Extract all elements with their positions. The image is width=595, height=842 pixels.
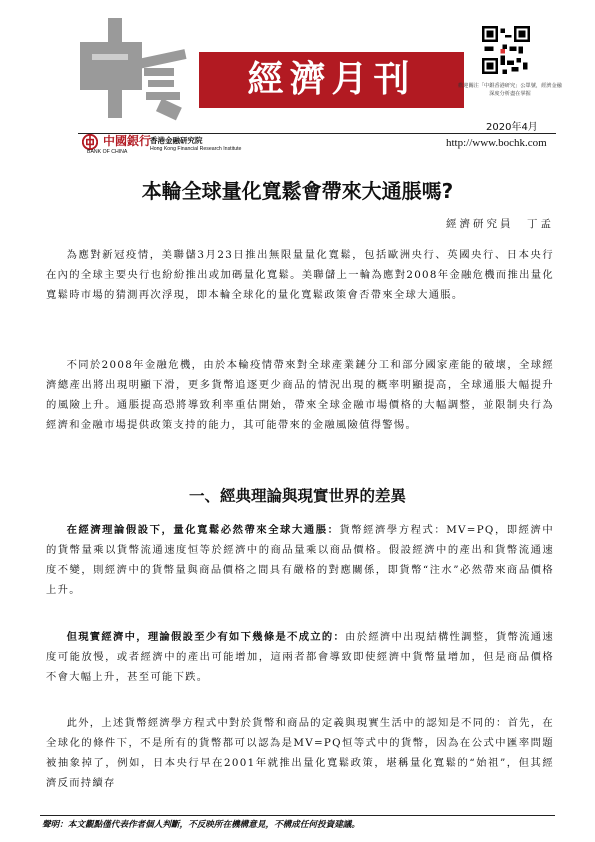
qr-code-icon (482, 26, 530, 74)
paragraph-risk: 不同於2008年金融危機，由於本輪疫情帶來對全球產業鏈分工和部分國家產能的破壞，全球經濟總產出將出現明顯下滑，更多貨幣追逐更少商品的情況出現的概率明顯提高，全球通脹大幅提升的風險上升。通脹提高恐將導致利率重估開始，帶來全球金融市場價格的大幅調整，並限制央行為經濟和金融市場提供政策支持的能力，其可能帶來的金融風險值得警惕。 (46, 359, 554, 431)
paragraph-reality: 但現實經濟中，理論假設至少有如下幾條是不成立的：由於經濟中出現結構性調整，貨幣流通速度可能放慢，或者經濟中的產出可能增加，這兩者都會導致即使經濟中貨幣量增加，但是商品價格不會大幅上升，甚至可能下跌。 (46, 631, 554, 683)
bank-name-cn: 中國銀行 (103, 134, 152, 148)
paragraph-definitions: 此外，上述貨幣經濟學方程式中對於貨幣和商品的定義與現實生活中的認知是不同的：首先，在全球化的條件下，不是所有的貨幣都可以認為是MV=PQ恒等式中的貨幣，因為在公式中匯率問題被抽象掉了，例如，日本央行早在2001年就推出量化寬鬆政策，堪稱量化寬鬆的“始祖”，但其經濟反而持續存 (46, 717, 554, 789)
calligraphy-logo (78, 14, 190, 126)
publication-title: 經濟月刊 (247, 59, 416, 100)
paragraph-lead: 在經濟理論假設下，量化寬鬆必然帶來全球大通脹： (66, 524, 340, 536)
paragraph-intro: 為應對新冠疫情，美聯儲3月23日推出無限量量化寬鬆，包括歐洲央行、英國央行、日本央行在內的全球主要央行也紛紛推出或加碼量化寬鬆。美聯儲上一輪為應對2008年金融危機而推出量化寬鬆時市場的猜測再次浮現，即本輪全球化的量化寬鬆政策會否帶來全球大通脹。 (46, 249, 554, 301)
bank-of-china-logo-icon (82, 134, 98, 150)
institute-name-cn: 香港金融研究院 (150, 136, 203, 145)
issue-date: 2020年4月 (486, 122, 538, 133)
qr-caption: 歡迎關注「中銀香港研究」公眾號，經濟金融深度分析盡在掌握 (458, 83, 562, 97)
footer-divider (40, 815, 555, 816)
paragraph-lead: 但現實經濟中，理論假設至少有如下幾條是不成立的： (66, 631, 346, 643)
author-byline: 經濟研究員 丁孟 (446, 218, 554, 230)
disclaimer: 聲明：本文觀點僅代表作者個人判斷，不反映所在機構意見，不構成任何投資建議。 (42, 820, 360, 830)
section-heading: 一、經典理論與現實世界的差異 (188, 487, 406, 505)
article-title: 本輪全球量化寬鬆會帶來大通脹嗎? (141, 179, 454, 203)
bank-name-en: BANK OF CHINA (87, 149, 128, 155)
website-link[interactable]: http://www.bochk.com (446, 137, 547, 149)
paragraph-theory: 在經濟理論假設下，量化寬鬆必然帶來全球大通脹：貨幣經濟學方程式：MV=PQ，即經濟中的貨幣量乘以貨幣流通速度恒等於經濟中的商品量乘以商品價格。假設經濟中的產出和貨幣流通速度不變，則經濟中的貨幣量與商品價格之間具有嚴格的對應關係，即貨幣“注水”必然帶來商品價格上升。 (46, 524, 554, 596)
institute-name-en: Hong Kong Financial Research Institute (150, 146, 242, 152)
